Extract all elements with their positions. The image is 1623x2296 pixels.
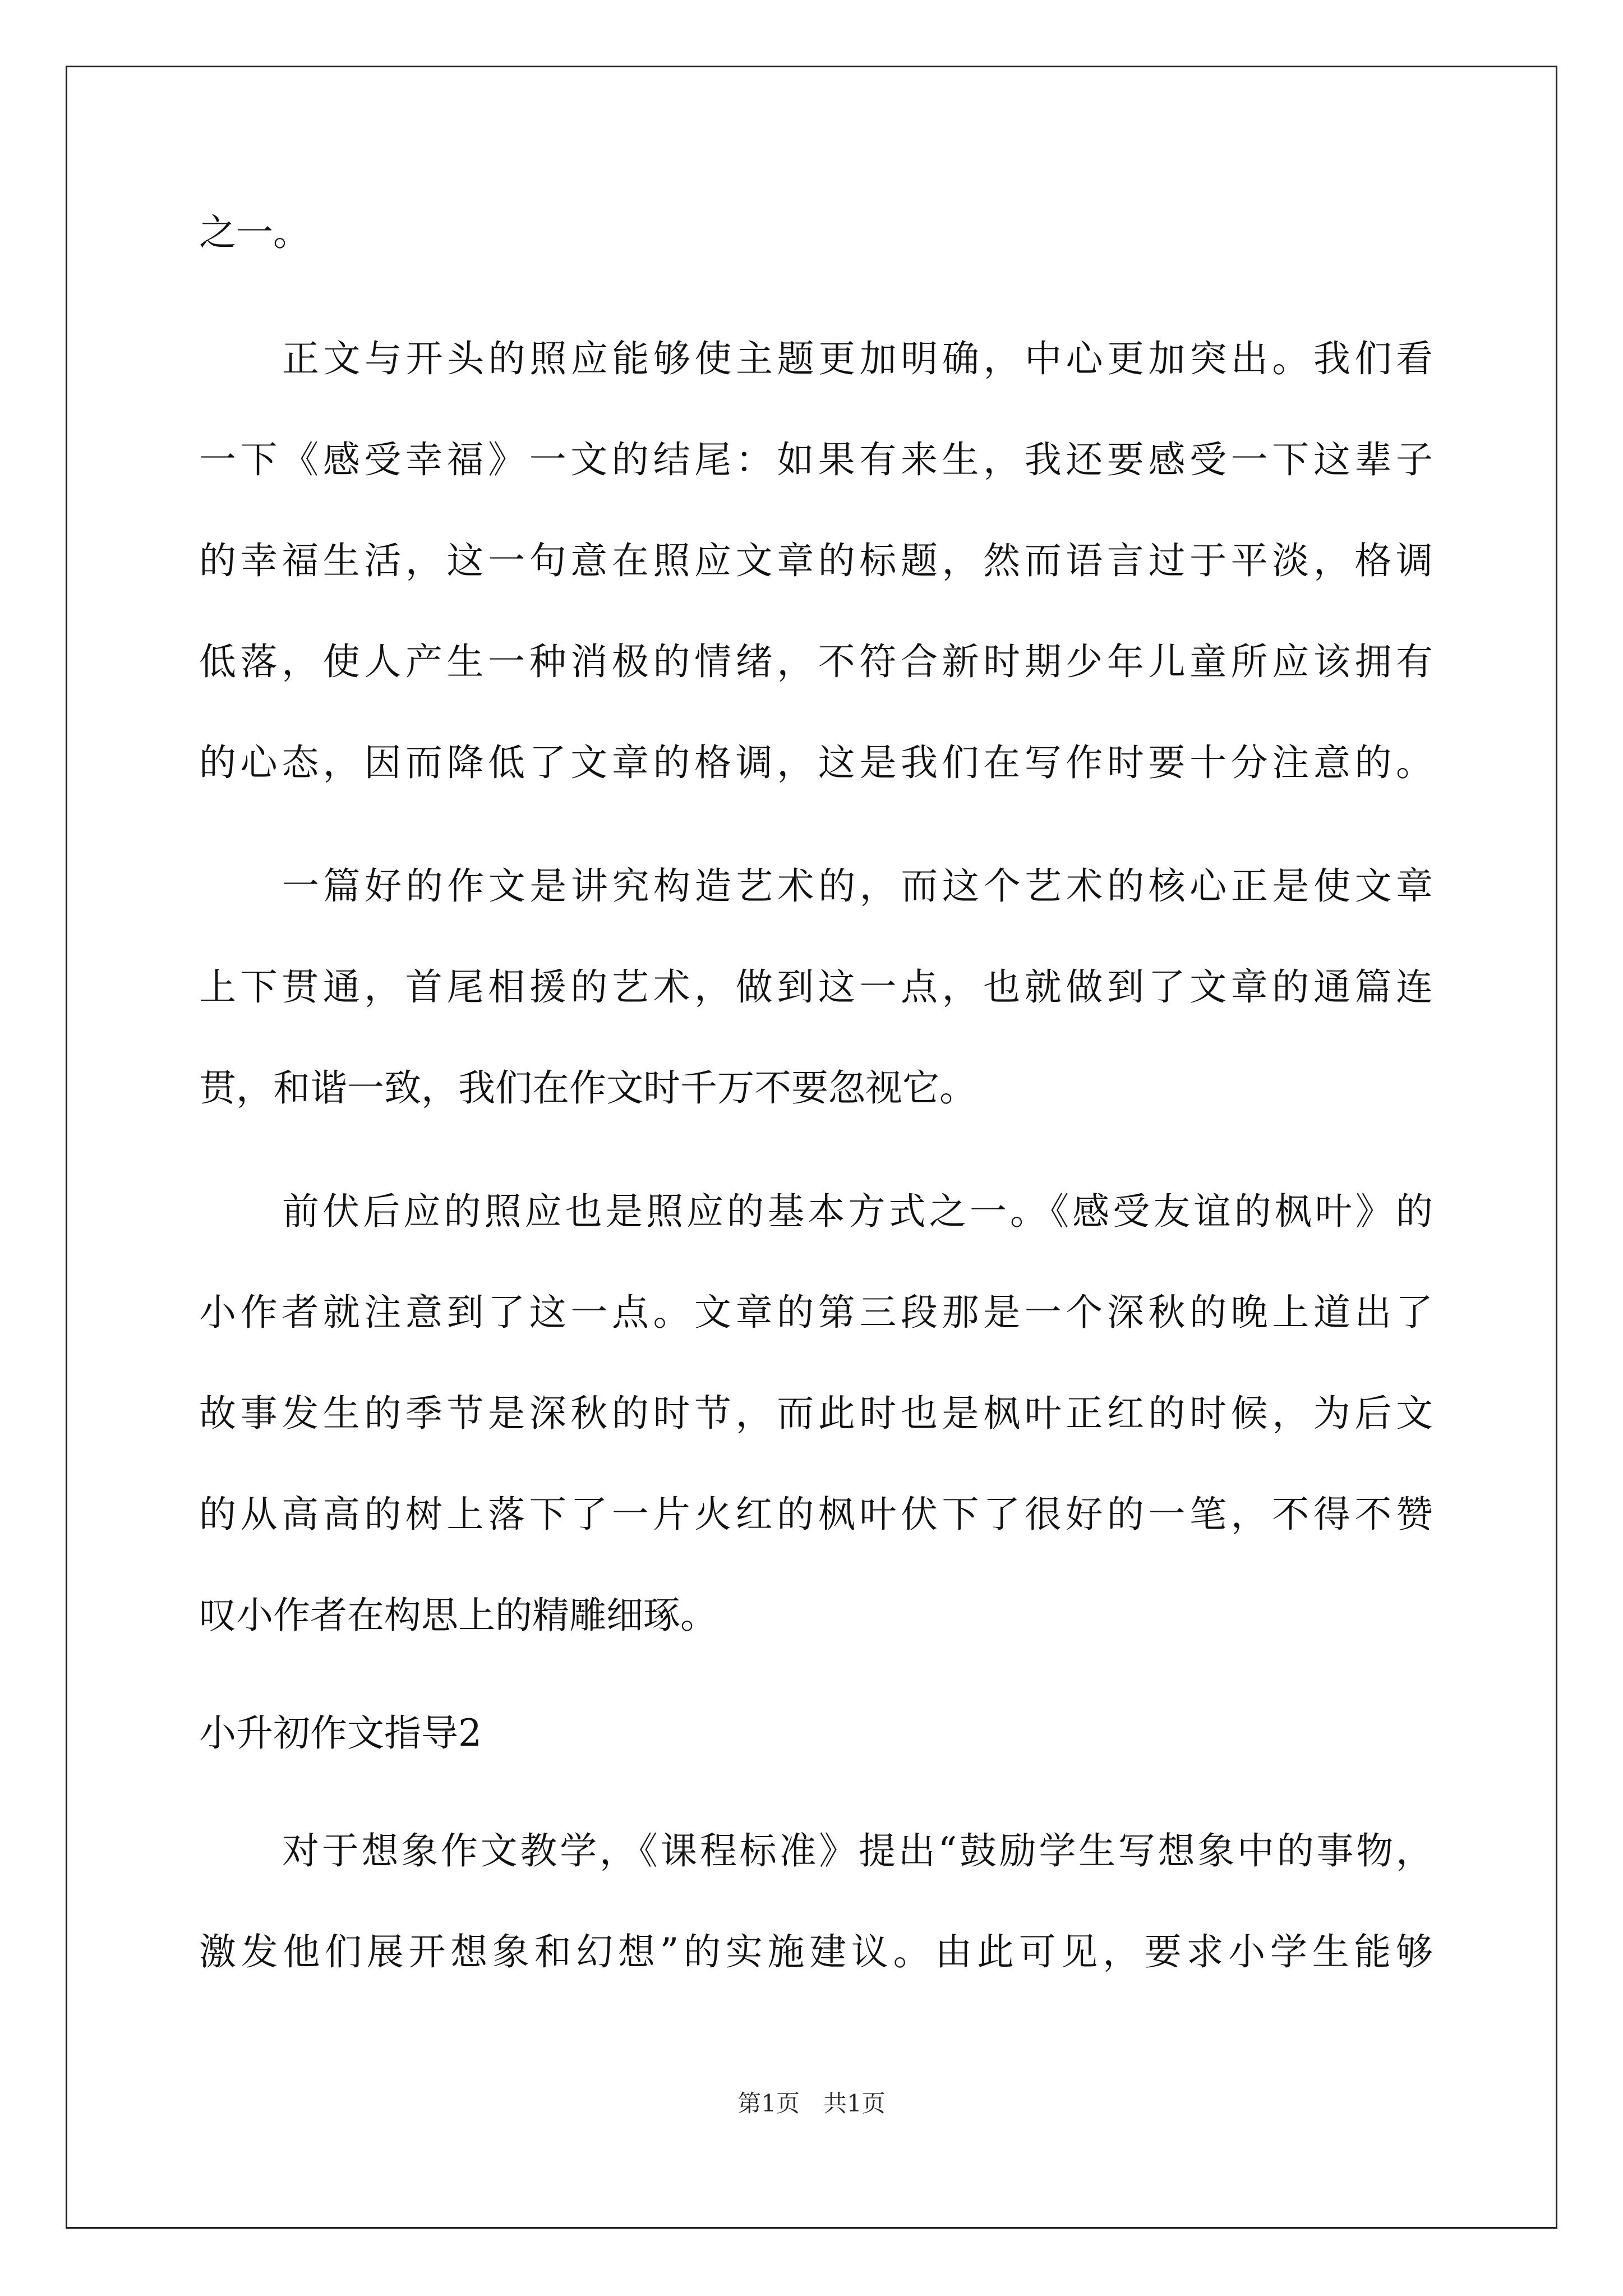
paragraph-line: 前伏后应的照应也是照应的基本方式之一。《感受友谊的枫叶》的 xyxy=(282,1190,1433,1233)
paragraph-line: 之一。 xyxy=(199,211,310,254)
paragraph-line: 的从高高的树上落下了一片火红的枫叶伏下了很好的一笔，不得不赞 xyxy=(199,1493,1433,1536)
page-border xyxy=(66,66,1557,2229)
paragraph-line: 贯，和谐一致，我们在作文时千万不要忽视它。 xyxy=(199,1066,976,1110)
paragraph-line: 叹小作者在构思上的精雕细琢。 xyxy=(199,1594,717,1637)
paragraph-line: 上下贯通，首尾相援的艺术，做到这一点，也就做到了文章的通篇连 xyxy=(199,965,1433,1009)
paragraph-line: 的心态，因而降低了文章的格调，这是我们在写作时要十分注意的。 xyxy=(199,741,1433,784)
paragraph-line: 故事发生的季节是深秋的时节，而此时也是枫叶正红的时候，为后文 xyxy=(199,1392,1433,1435)
paragraph-line: 小作者就注意到了这一点。文章的第三段那是一个深秋的晚上道出了 xyxy=(199,1291,1433,1334)
paragraph-line: 一下《感受幸福》一文的结尾：如果有来生，我还要感受一下这辈子 xyxy=(199,438,1433,481)
paragraph-line: 对于想象作文教学，《课程标准》提出“鼓励学生写想象中的事物， xyxy=(282,1829,1433,1872)
paragraph-line: 正文与开头的照应能够使主题更加明确，中心更加突出。我们看 xyxy=(282,337,1433,380)
paragraph-line: 一篇好的作文是讲究构造艺术的，而这个艺术的核心正是使文章 xyxy=(282,864,1433,908)
paragraph-line: 的幸福生活，这一句意在照应文章的标题，然而语言过于平淡，格调 xyxy=(199,539,1433,582)
page-footer: 第1页 共1页 xyxy=(737,2090,886,2117)
paragraph-line: 激发他们展开想象和幻想”的实施建议。由此可见，要求小学生能够 xyxy=(199,1930,1433,1973)
section-heading: 小升初作文指导2 xyxy=(199,1711,482,1755)
paragraph-line: 低落，使人产生一种消极的情绪，不符合新时期少年儿童所应该拥有 xyxy=(199,640,1433,683)
